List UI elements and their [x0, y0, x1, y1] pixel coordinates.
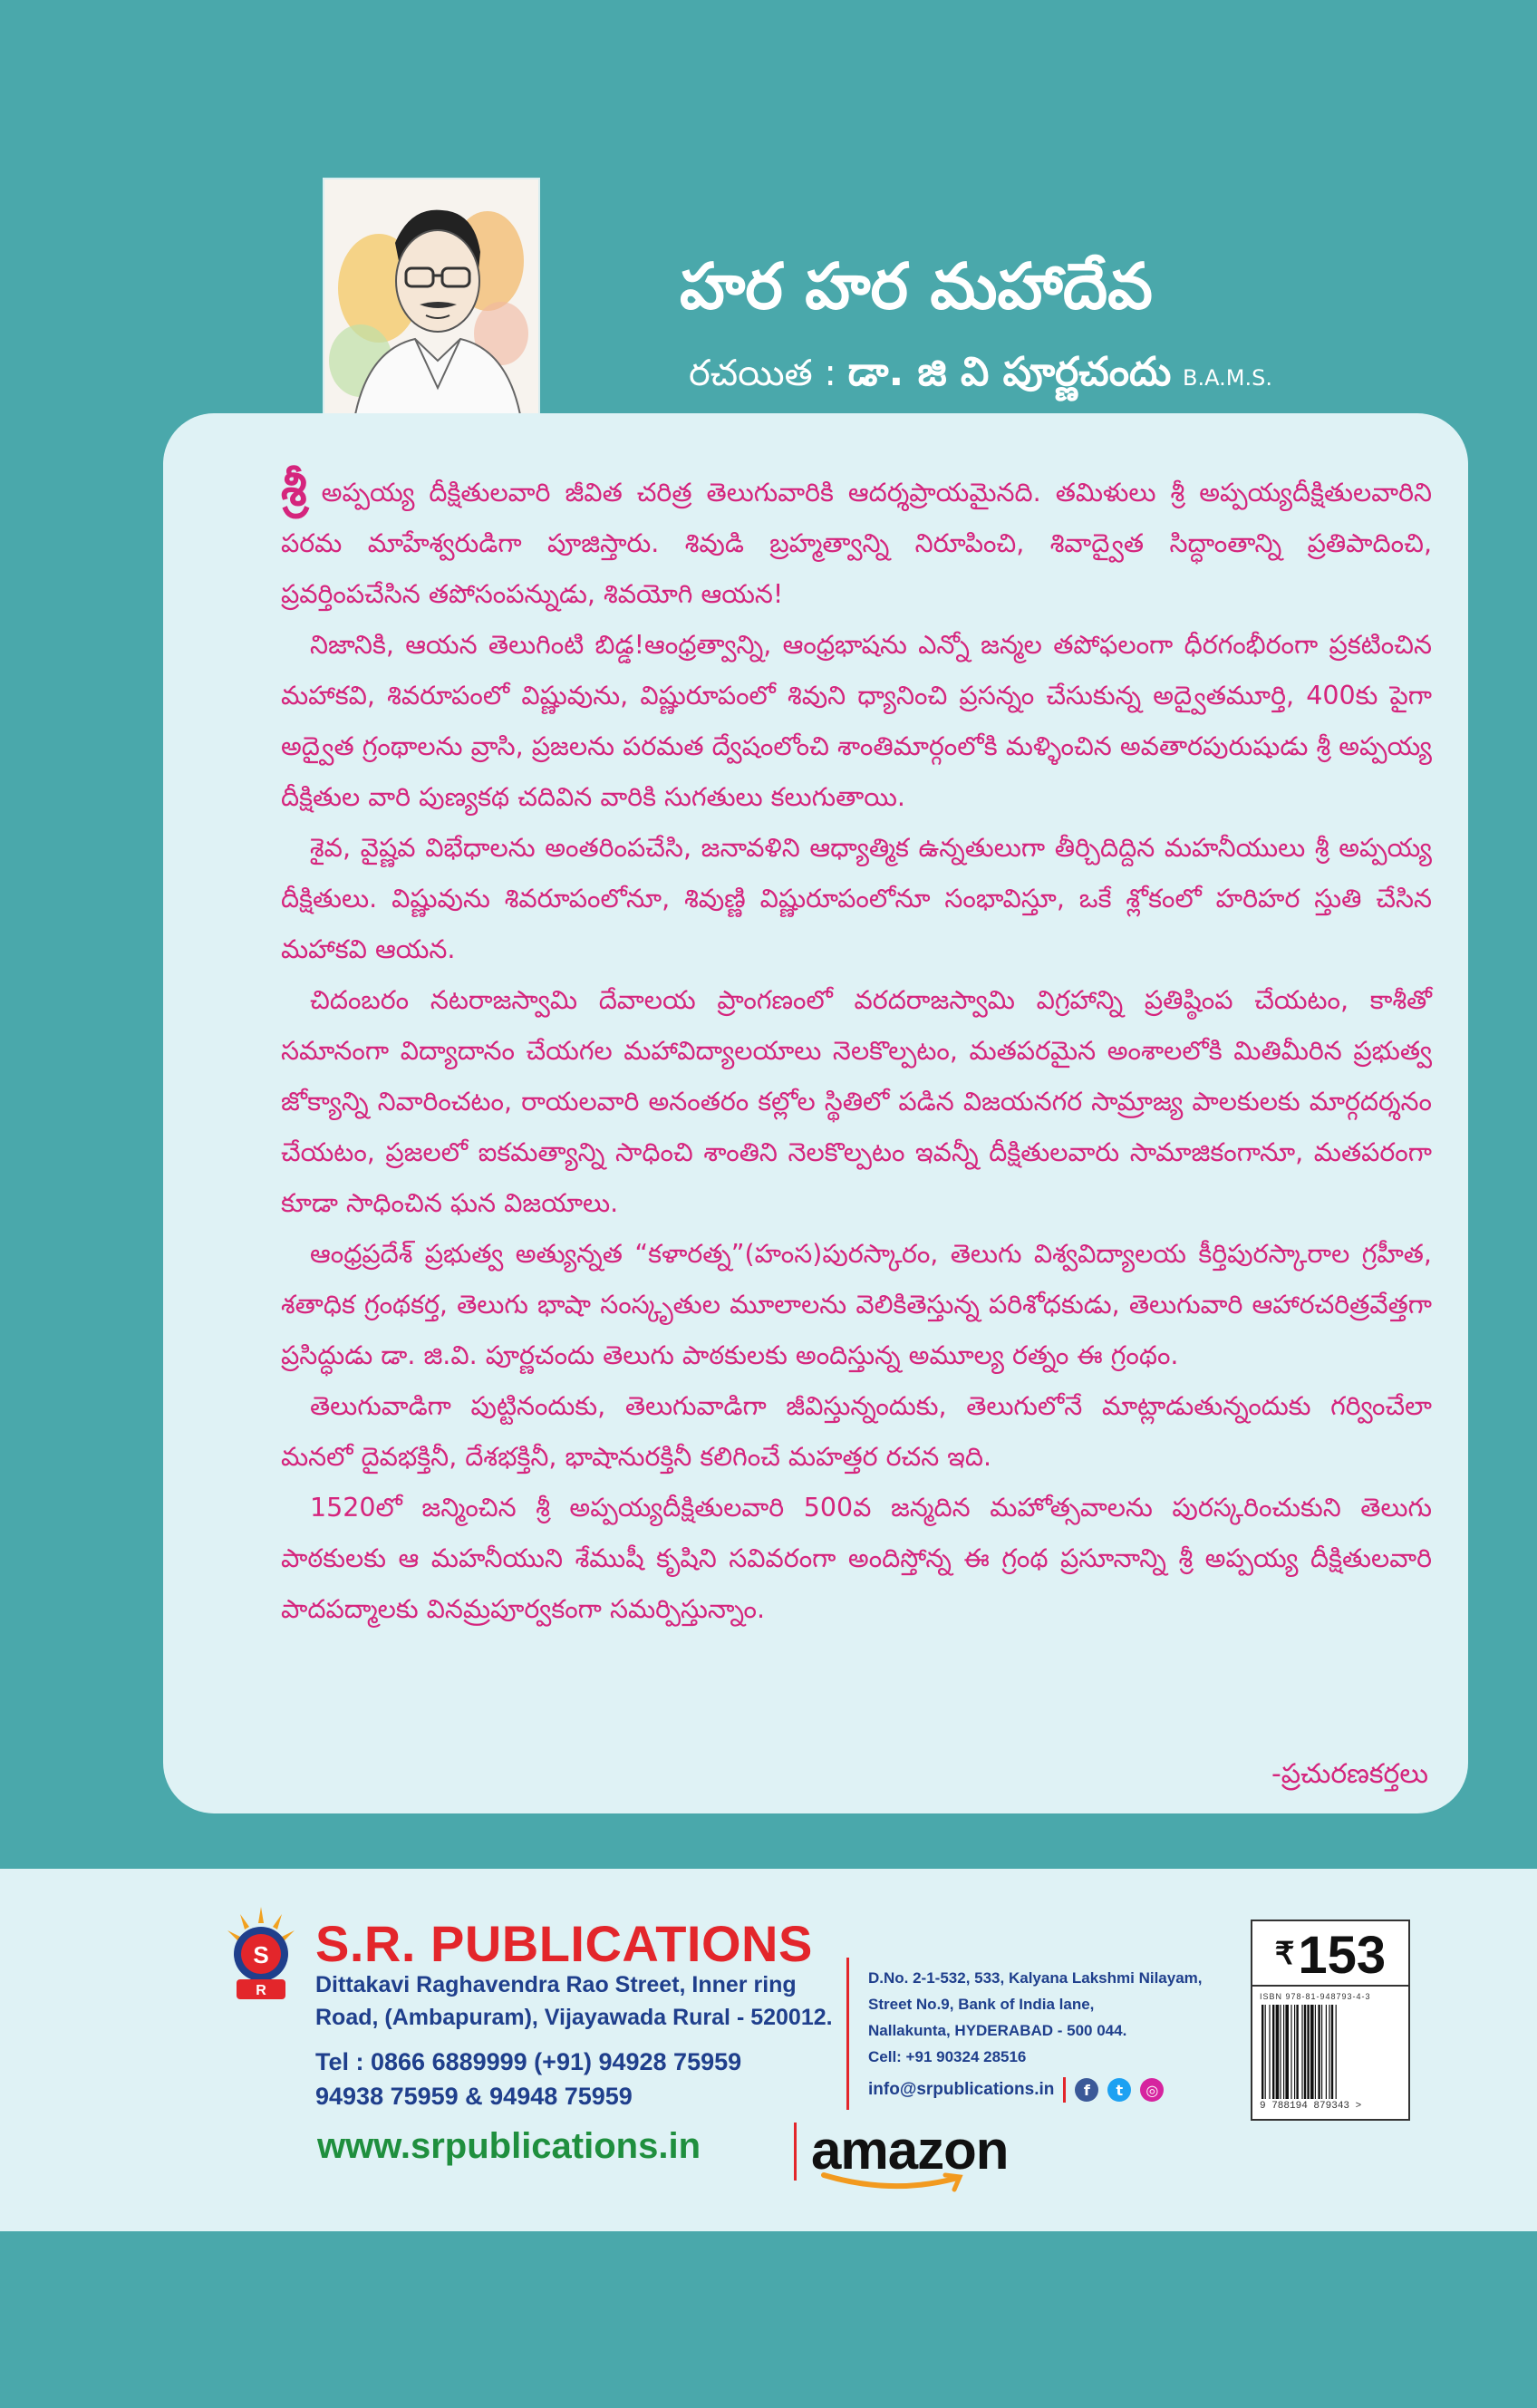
instagram-icon[interactable]: ◎: [1140, 2078, 1164, 2102]
blurb-paragraph: శైవ, వైష్ణవ విభేధాలను అంతరింపచేసి, జనావళిని ఆధ్యాత్మిక ఉన్నతులుగా తీర్చిదిద్దిన మహనీయులు శ్రీ అప్పయ్య దీక్షితులు. విష్ణువును శివరూపంలోనూ, శివుణ్ణి విష్ణురూపంలోనూ సంభావిస్తూ, ఒకే శ్లోకంలో హరిహర స్తుతి చేసిన మహాకవి ఆయన.: [281, 833, 1432, 964]
address-line: Street No.9, Bank of India lane,: [868, 1996, 1095, 2013]
address-line: Cell: +91 90324 28516: [868, 2048, 1027, 2065]
price-amount: 153: [1298, 1926, 1387, 1985]
facebook-icon[interactable]: f: [1075, 2078, 1098, 2102]
author-label: రచయిత :: [689, 353, 836, 394]
author-degree: B.A.M.S.: [1183, 365, 1272, 391]
email-address[interactable]: info@srpublications.in: [868, 2080, 1055, 2099]
blurb-text: [281, 464, 1432, 1635]
barcode-icon: [1262, 2005, 1401, 2099]
publisher-signoff: -ప్రచురణకర్తలు: [1271, 1758, 1428, 1790]
svg-text:R: R: [256, 1983, 266, 1998]
lead-character: శ్రీ: [281, 462, 307, 517]
branch-address: [868, 1965, 1231, 2070]
twitter-icon[interactable]: t: [1107, 2078, 1131, 2102]
svg-text:S: S: [253, 1941, 269, 1968]
author-name: డా. జి వి పూర్ణచందు: [847, 349, 1172, 395]
blurb-paragraph: 1520లో జన్మించిన శ్రీ అప్పయ్యదీక్షితులవారి 500వ జన్మదిన మహోత్సవాలను పురస్కరించుకుని తెలుగు పాఠకులకు ఆ మహనీయుని శేముషీ కృషిని సవివరంగా అందిస్తోన్న ఈ గ్రంథ ప్రసూనాన్ని శ్రీ అప్పయ్య దీక్షితులవారి పాదపద్మాలకు వినమ్రపూర్వకంగా సమర్పిస్తున్నాం.: [281, 1493, 1432, 1624]
book-title: హర హర మహాదేవ: [680, 249, 1153, 324]
divider: [794, 2123, 797, 2181]
contact-row: [868, 2077, 1164, 2103]
divider: [846, 1958, 849, 2110]
blurb-paragraph: తెలుగువాడిగా పుట్టినందుకు, తెలుగువాడిగా జీవిస్తున్నందుకు, తెలుగులోనే మాట్లాడుతున్నందుకు గర్వించేలా మనలో దైవభక్తినీ, దేశభక్తినీ, భాషానురక్తినీ కలిగించే మహత్తర రచన ఇది.: [281, 1391, 1432, 1472]
publisher-logo-icon: [222, 1901, 300, 2003]
address-line: D.No. 2-1-532, 533, Kalyana Lakshmi Nilayam,: [868, 1969, 1203, 1987]
blurb-paragraph: చిదంబరం నటరాజస్వామి దేవాలయ ప్రాంగణంలో వరదరాజస్వామి విగ్రహాన్ని ప్రతిష్ఠింప చేయటం, కాశీతో సమానంగా విద్యాదానం చేయగల మహావిద్యాలయాలు నెలకొల్పటం, మతపరమైన అంశాలలోకి మితిమీరిన ప్రభుత్వ జోక్యాన్ని నివారించటం, రాయలవారి అనంతరం కల్లోల స్థితిలో పడిన విజయనగర సామ్రాజ్య పాలకులకు మార్గదర్శనం చేయటం, ప్రజలలో ఐకమత్యాన్ని సాధించి శాంతిని నెలకొల్పటం ఇవన్నీ దీక్షితులవారు సామాజికంగానూ, మతపరంగా కూడా సాధించిన ఘన విజయాలు.: [281, 985, 1432, 1218]
publisher-address: Dittakavi Raghavendra Rao Street, Inner ring Road, (Ambapuram), Vijayawada Rural - 520012.: [315, 1972, 833, 2030]
isbn-number: 9 788194 879343 >: [1260, 2101, 1362, 2112]
website-link[interactable]: www.srpublications.in: [317, 2126, 701, 2166]
publisher-name: S.R. PUBLICATIONS: [315, 1915, 813, 1972]
price-barcode-box: [1251, 1920, 1410, 2121]
isbn-text: ISBN 978-81-948793-4-3: [1260, 1992, 1371, 2001]
address-line: Nallakunta, HYDERABAD - 500 044.: [868, 2022, 1127, 2039]
rupee-symbol: ₹: [1274, 1937, 1295, 1971]
price-label: [1252, 1923, 1408, 1987]
blurb-paragraph: నిజానికి, ఆయన తెలుగింటి బిడ్డ!ఆంధ్రత్వాన్ని, ఆంధ్రభాషను ఎన్నో జన్మల తపోఫలంగా ధీరగంభీరంగా ప్రకటించిన మహాకవి, శివరూపంలో విష్ణువును, విష్ణురూపంలో శివుని ధ్యానించి ప్రసన్నం చేసుకున్న అద్వైతమూర్తి, 400కు పైగా అద్వైత గ్రంథాలను వ్రాసి, ప్రజలను పరమత ద్వేషంలోంచి శాంతిమార్గంలోకి మళ్ళించిన అవతారపురుషుడు శ్రీ అప్పయ్య దీక్షితుల వారి పుణ్యకథ చదివిన వారికి సుగతులు కలుగుతాయి.: [281, 630, 1432, 812]
phone-line: Tel : 0866 6889999 (+91) 94928 75959: [315, 2048, 742, 2075]
author-line: [689, 349, 1272, 405]
author-portrait: [323, 178, 540, 440]
amazon-smile-icon: [818, 2171, 972, 2193]
blurb-paragraph: ఆంధ్రప్రదేశ్ ప్రభుత్వ అత్యున్నత “కళారత్న”(హంస)పురస్కారం, తెలుగు విశ్వవిద్యాలయ కీర్తిపురస్కారాల గ్రహీత, శతాధిక గ్రంథకర్త, తెలుగు భాషా సంస్కృతుల మూలాలను వెలికితెస్తున్న పరిశోధకుడు, తెలుగువారి ఆహారచరిత్రవేత్తగా ప్రసిద్ధుడు డా. జి.వి. పూర్ణచందు తెలుగు పాఠకులకు అందిస్తున్న అమూల్య రత్నం ఈ గ్రంథం.: [281, 1239, 1432, 1370]
publisher-phone: [315, 2045, 841, 2113]
amazon-logo[interactable]: amazon: [811, 2119, 1008, 2181]
phone-line: 94938 75959 & 94948 75959: [315, 2083, 633, 2110]
divider: [1063, 2077, 1066, 2103]
author-sketch-image: [324, 179, 538, 439]
blurb-paragraph: శ్రీ అప్పయ్య దీక్షితులవారి జీవిత చరిత్ర తెలుగువారికి ఆదర్శప్రాయమైనది. తమిళులు శ్రీ అప్పయ్యదీక్షితులవారిని పరమ మాహేశ్వరుడిగా పూజిస్తారు. శివుడి బ్రహ్మత్వాన్ని నిరూపించి, శివాద్వైత సిద్ధాంతాన్ని ప్రతిపాదించి, ప్రవర్తింపచేసిన తపోసంపన్నుడు, శివయోగి ఆయన!: [281, 462, 1432, 609]
